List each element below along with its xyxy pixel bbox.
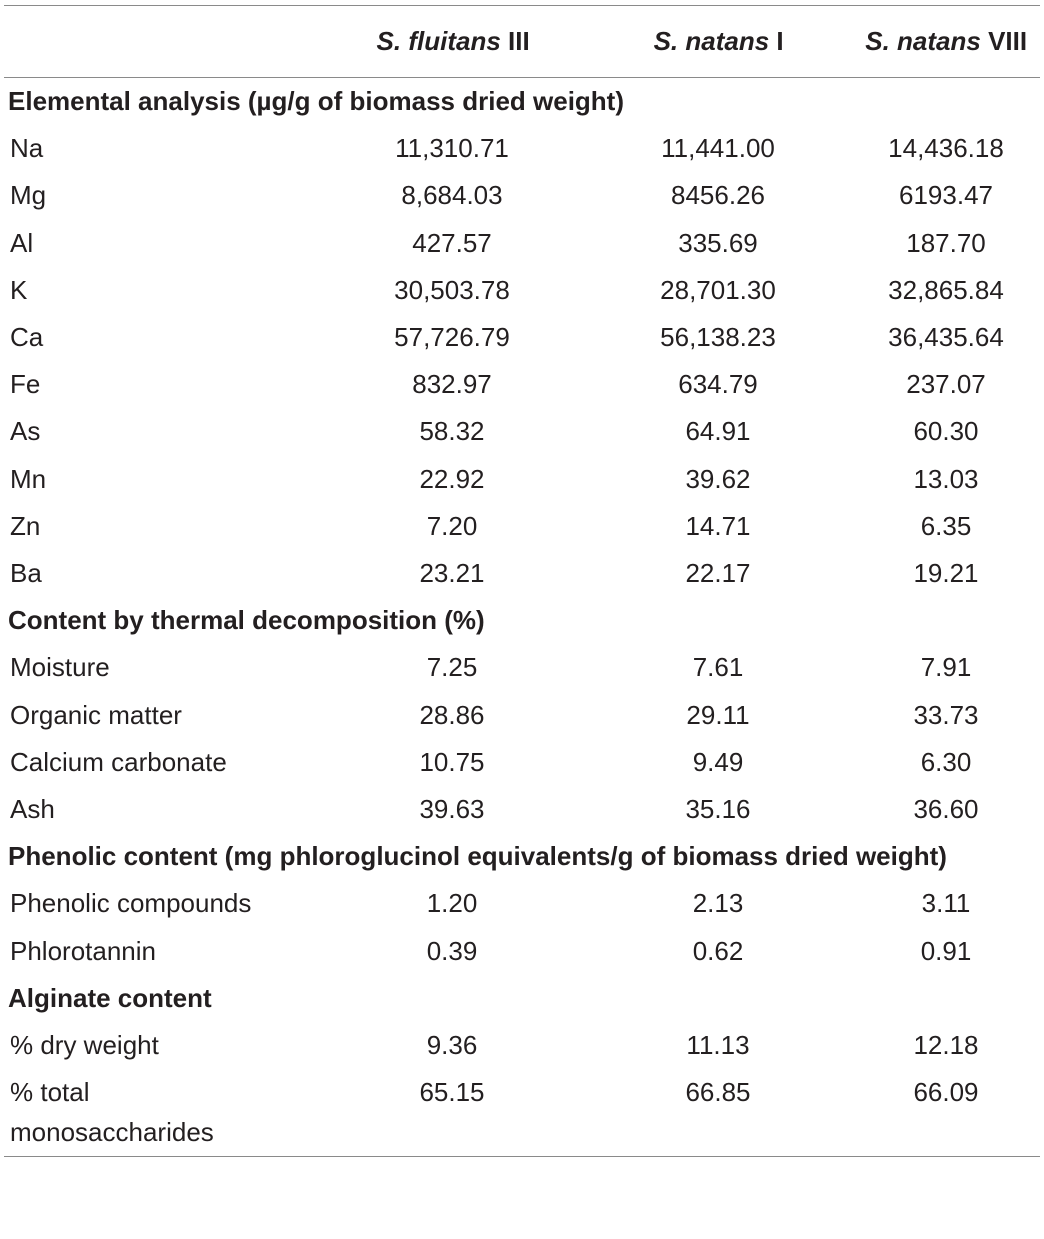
data-table bbox=[4, 5, 1040, 1157]
table-row: Mn 22.92 39.62 13.03 bbox=[10, 463, 979, 494]
table-row: Al 427.57 335.69 187.70 bbox=[10, 227, 986, 258]
table-row: % dry weight 9.36 11.13 12.18 bbox=[10, 1030, 979, 1061]
header-col-1: S. fluitans III bbox=[376, 25, 530, 56]
table-row: Fe 832.97 634.79 237.07 bbox=[10, 369, 986, 400]
header-col-2: S. natans I bbox=[653, 25, 784, 56]
section-title-elemental: Elemental analysis (µg/g of biomass dried weight) bbox=[8, 86, 625, 116]
table-row: Na 11,310.71 11,441.00 14,436.18 bbox=[10, 133, 1004, 164]
table-row: Calcium carbonate 10.75 9.49 6.30 bbox=[10, 746, 972, 777]
table-row: As 58.32 64.91 60.30 bbox=[10, 416, 979, 447]
bottom-rule bbox=[4, 1156, 1040, 1157]
table-row: Mg 8,684.03 8456.26 6193.47 bbox=[10, 180, 993, 211]
table-row: K 30,503.78 28,701.30 32,865.84 bbox=[10, 274, 1004, 305]
table-row: % total monosaccharides 65.15 66.85 66.09 bbox=[10, 1077, 979, 1148]
table-row: Organic matter 28.86 29.11 33.73 bbox=[10, 699, 979, 730]
table-row: Moisture 7.25 7.61 7.91 bbox=[10, 652, 972, 683]
header-col-3: S. natans VIII bbox=[865, 25, 1028, 56]
table-row: Phlorotannin 0.39 0.62 0.91 bbox=[10, 935, 972, 966]
table-row: Zn 7.20 14.71 6.35 bbox=[10, 510, 972, 541]
table-row: Ash 39.63 35.16 36.60 bbox=[10, 794, 979, 825]
table-row: Phenolic compounds 1.20 2.13 3.11 bbox=[10, 888, 971, 919]
section-title-alginate: Alginate content bbox=[8, 982, 212, 1013]
table-row: Ca 57,726.79 56,138.23 36,435.64 bbox=[10, 322, 1004, 353]
section-title-thermal: Content by thermal decomposition (%) bbox=[8, 605, 485, 636]
header-row bbox=[4, 6, 1040, 77]
table-row: Ba 23.21 22.17 19.21 bbox=[10, 558, 979, 589]
section-title-phenolic: Phenolic content (mg phloroglucinol equivalents/g of biomass dried weight) bbox=[8, 841, 947, 872]
